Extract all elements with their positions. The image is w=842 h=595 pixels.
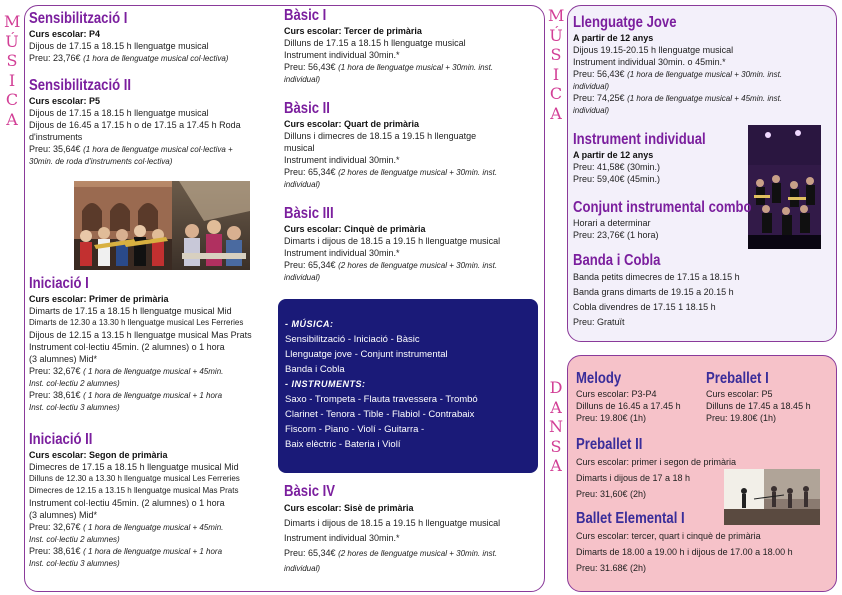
schedule-line: Cobla divendres de 17.15 1 18.15 h	[573, 302, 716, 312]
section-sensibilitzacio-2	[29, 77, 279, 167]
section-instrument-individual	[573, 131, 753, 185]
section-llenguatge-jove	[573, 14, 833, 116]
schedule-line: Dijous 19.15-20.15 h llenguatge musical	[573, 45, 734, 55]
schedule-line: Instrument col·lectiu 45min. (2 alumnes) o 1 hora	[29, 342, 225, 352]
section-title: Bàsic III	[284, 205, 334, 222]
price-line: Preu: 32,67€ ( 1 hora de llenguatge musical + 45min.	[29, 366, 224, 376]
section-title: Sensibilització II	[29, 77, 132, 94]
course-label: Curs escolar: Quart de primària	[284, 119, 420, 129]
price-line: Preu: 19.80€ (1h)	[706, 413, 777, 423]
side-label-letter: N	[549, 417, 563, 436]
summary-musica-heading: - MÚSICA:	[285, 319, 334, 329]
section-title: Iniciació I	[29, 275, 89, 292]
section-title: Bàsic I	[284, 7, 327, 24]
schedule-line: Instrument individual 30min.*	[284, 533, 400, 543]
section-conjunt-instrumental	[573, 199, 773, 241]
price-line: Preu: 65,34€ (2 hores de llenguatge musical + 30min. inst.	[284, 167, 498, 177]
side-label-letter: M	[4, 12, 21, 31]
schedule-line: Instrument individual 30min.*	[284, 248, 400, 258]
side-label-letter: D	[549, 378, 563, 397]
section-basic-1	[284, 7, 539, 85]
side-label-letter: I	[8, 70, 16, 90]
course-label: Curs escolar: P5	[29, 96, 101, 106]
price-note: individual)	[284, 180, 321, 189]
course-label: Curs escolar: P4	[29, 29, 101, 39]
price-line: Preu: 65,34€ (2 hores de llenguatge musical + 30min. inst.	[284, 548, 498, 558]
section-basic-4	[284, 483, 539, 576]
summary-line: Saxo - Trompeta - Flauta travessera - Trombó	[285, 394, 478, 405]
section-title: Melody	[576, 370, 622, 387]
schedule-line: Dilluns de 17.15 a 18.15 h llenguatge musical	[284, 38, 466, 48]
price-line: Preu: 35,64€ (1 hora de llenguatge musical col·lectiva +	[29, 144, 233, 154]
schedule-line: Dilluns de 12.30 a 13.30 h llenguatge musical Les Ferreries	[29, 474, 240, 483]
price-note: individual)	[573, 82, 610, 91]
price-line: Preu: 38,61€ ( 1 hora de llenguatge musical + 1 hora	[29, 546, 223, 556]
price-line: Preu: 31,60€ (2h)	[576, 489, 647, 499]
side-label-musica-right	[548, 6, 564, 123]
schedule-line: Dilluns de 16.45 a 17.45 h	[576, 401, 681, 411]
schedule-line: (3 alumnes) Mid*	[29, 354, 98, 364]
schedule-line: Dimecres de 17.15 a 18.15 h llenguatge musical Mid	[29, 462, 239, 472]
section-title: Llenguatge Jove	[573, 14, 677, 31]
section-title: Iniciació II	[29, 431, 93, 448]
schedule-line: Dimecres de 12.15 a 13.15 h llenguatge musical Mas Prats	[29, 486, 239, 495]
course-label: Curs escolar: P3-P4	[576, 389, 657, 399]
schedule-line: Dijous de 16.45 a 17.15 h o de 17.15 a 17.45 h Roda	[29, 120, 241, 130]
price-line: Preu: 31.68€ (2h)	[576, 563, 647, 573]
schedule-line: Instrument individual 30min. o 45min.*	[573, 57, 726, 67]
summary-line: Fiscorn - Piano - Violí - Guitarra -	[285, 424, 425, 435]
section-iniciacio-1	[29, 275, 279, 413]
price-line: Preu: 41,58€ (30min.)	[573, 162, 661, 172]
price-line: Preu: 19.80€ (1h)	[576, 413, 647, 423]
side-label-letter: S	[550, 436, 562, 456]
section-title: Banda i Cobla	[573, 252, 661, 269]
schedule-line: (3 alumnes) Mid*	[29, 510, 98, 520]
schedule-line: d'instruments	[29, 132, 83, 142]
price-note: individual)	[284, 75, 321, 84]
section-title: Bàsic IV	[284, 483, 336, 500]
side-label-dansa	[548, 378, 564, 476]
course-label: A partir de 12 anys	[573, 33, 654, 43]
side-label-letter: A	[550, 456, 562, 475]
schedule-line: Dijous de 17.15 a 18.15 h llenguatge musical	[29, 108, 209, 118]
schedule-line: Horari a determinar	[573, 218, 651, 228]
section-iniciacio-2	[29, 431, 279, 569]
schedule-line: Dijous de 17.15 a 18.15 h llenguatge musical	[29, 41, 209, 51]
price-line: Preu: 59,40€ (45min.)	[573, 174, 661, 184]
schedule-line: Dilluns de 17.45 a 18.45 h	[706, 401, 811, 411]
price-note: individual)	[284, 564, 321, 573]
section-title: Preballet I	[706, 370, 769, 387]
schedule-line: Dilluns i dimecres de 18.15 a 19.15 h llenguatge	[284, 131, 477, 141]
price-line: Preu: 38,61€ ( 1 hora de llenguatge musical + 1 hora	[29, 390, 223, 400]
price-line: Preu: 65,34€ (2 hores de llenguatge musical + 30min. inst.	[284, 260, 498, 270]
price-note: Inst. col·lectiu 2 alumnes)	[29, 535, 120, 544]
side-label-letter: A	[6, 109, 18, 129]
schedule-line: Instrument individual 30min.*	[284, 155, 400, 165]
section-sensibilitzacio-1	[29, 10, 279, 65]
side-label-letter: C	[549, 84, 563, 103]
side-label-musica-left	[4, 12, 20, 129]
course-label: Curs escolar: Tercer de primària	[284, 26, 422, 36]
schedule-line: Dimarts de 17.15 a 18.15 h llenguatge musical Mid	[29, 306, 232, 316]
price-line: Preu: 23,76€ (1 hora de llenguatge musical col·lectiva)	[29, 53, 229, 63]
section-basic-3	[284, 205, 539, 283]
schedule-line: musical	[284, 143, 315, 153]
course-label: A partir de 12 anys	[573, 150, 654, 160]
side-label-letter: I	[552, 64, 560, 84]
side-label-letter: S	[550, 45, 562, 64]
summary-box	[278, 299, 538, 473]
price-line: Preu: 32,67€ ( 1 hora de llenguatge musical + 45min.	[29, 522, 224, 532]
schedule-line: Dimarts de 18.00 a 19.00 h i dijous de 17.00 a 18.00 h	[576, 547, 793, 557]
section-title: Preballet II	[576, 436, 643, 453]
schedule-line: Instrument individual 30min.*	[284, 50, 400, 60]
summary-instruments-heading: - INSTRUMENTS:	[285, 379, 366, 389]
section-title: Sensibilització I	[29, 10, 128, 27]
price-line: Preu: 56,43€ (1 hora de llenguatge musical + 30min. inst.	[284, 62, 494, 72]
schedule-line: Dimarts i dijous de 18.15 a 19.15 h llenguatge musical	[284, 236, 501, 246]
section-melody	[576, 370, 701, 424]
schedule-line: Instrument col·lectiu 45min. (2 alumnes) o 1 hora	[29, 498, 225, 508]
summary-line: Llenguatge jove - Conjunt instrumental	[285, 349, 448, 360]
course-label: Curs escolar: primer i segon de primària	[576, 457, 737, 467]
side-label-letter: Ú	[5, 31, 19, 51]
price-line: Preu: Gratuït	[573, 317, 625, 327]
price-note: Inst. col·lectiu 2 alumnes)	[29, 379, 120, 388]
side-label-letter: S	[6, 51, 18, 70]
price-note: individual)	[573, 106, 610, 115]
price-line: Preu: 56,43€ (1 hora de llenguatge musical + 30min. inst.	[573, 69, 783, 79]
schedule-line: Dimarts i dijous de 17 a 18 h	[576, 473, 691, 483]
section-ballet-elemental-1	[576, 510, 834, 576]
schedule-line: Dimarts i dijous de 18.15 a 19.15 h llenguatge musical	[284, 518, 501, 528]
summary-line: Baix elèctric - Bateria i Violí	[285, 439, 401, 450]
price-note: 30min. de roda d'instruments col·lectiva)	[29, 157, 173, 166]
section-title: Conjunt instrumental combo	[573, 199, 752, 216]
course-label: Curs escolar: Primer de primària	[29, 294, 169, 304]
section-basic-2	[284, 100, 539, 190]
section-preballet-1	[706, 370, 834, 424]
side-label-letter: M	[548, 6, 565, 25]
side-label-letter: A	[550, 397, 562, 417]
section-banda-cobla	[573, 252, 833, 330]
section-title: Ballet Elemental I	[576, 510, 685, 527]
summary-line: Banda i Cobla	[285, 364, 345, 375]
price-note: individual)	[284, 273, 321, 282]
course-label: Curs escolar: Segon de primària	[29, 450, 168, 460]
course-label: Curs escolar: tercer, quart i cinquè de primària	[576, 531, 761, 541]
course-label: Curs escolar: Cinquè de primària	[284, 224, 426, 234]
price-line: Preu: 74,25€ (1 hora de llenguatge musical + 45min. inst.	[573, 93, 783, 103]
summary-line: Clarinet - Tenora - Tible - Flabiol - Contrabaix	[285, 409, 475, 420]
schedule-line: Dijous de 12.15 a 13.15 h llenguatge musical Mas Prats	[29, 330, 252, 340]
section-title: Instrument individual	[573, 131, 706, 148]
course-label: Curs escolar: Sisè de primària	[284, 503, 414, 513]
price-note: Inst. col·lectiu 3 alumnes)	[29, 403, 120, 412]
course-label: Curs escolar: P5	[706, 389, 773, 399]
side-label-letter: C	[5, 90, 19, 109]
price-note: Inst. col·lectiu 3 alumnes)	[29, 559, 120, 568]
schedule-line: Dimarts de 12.30 a 13.30 h llenguatge musical Les Ferreries	[29, 318, 244, 327]
side-label-letter: A	[550, 103, 562, 123]
schedule-line: Banda grans dimarts de 19.15 a 20.15 h	[573, 287, 734, 297]
side-label-letter: Ú	[549, 25, 563, 45]
section-title: Bàsic II	[284, 100, 330, 117]
schedule-line: Banda petits dimecres de 17.15 a 18.15 h	[573, 272, 740, 282]
music-class-photo	[74, 181, 250, 270]
price-line: Preu: 23,76€ (1 hora)	[573, 230, 659, 240]
summary-line: Sensibilització - Iniciació - Bàsic	[285, 334, 420, 345]
